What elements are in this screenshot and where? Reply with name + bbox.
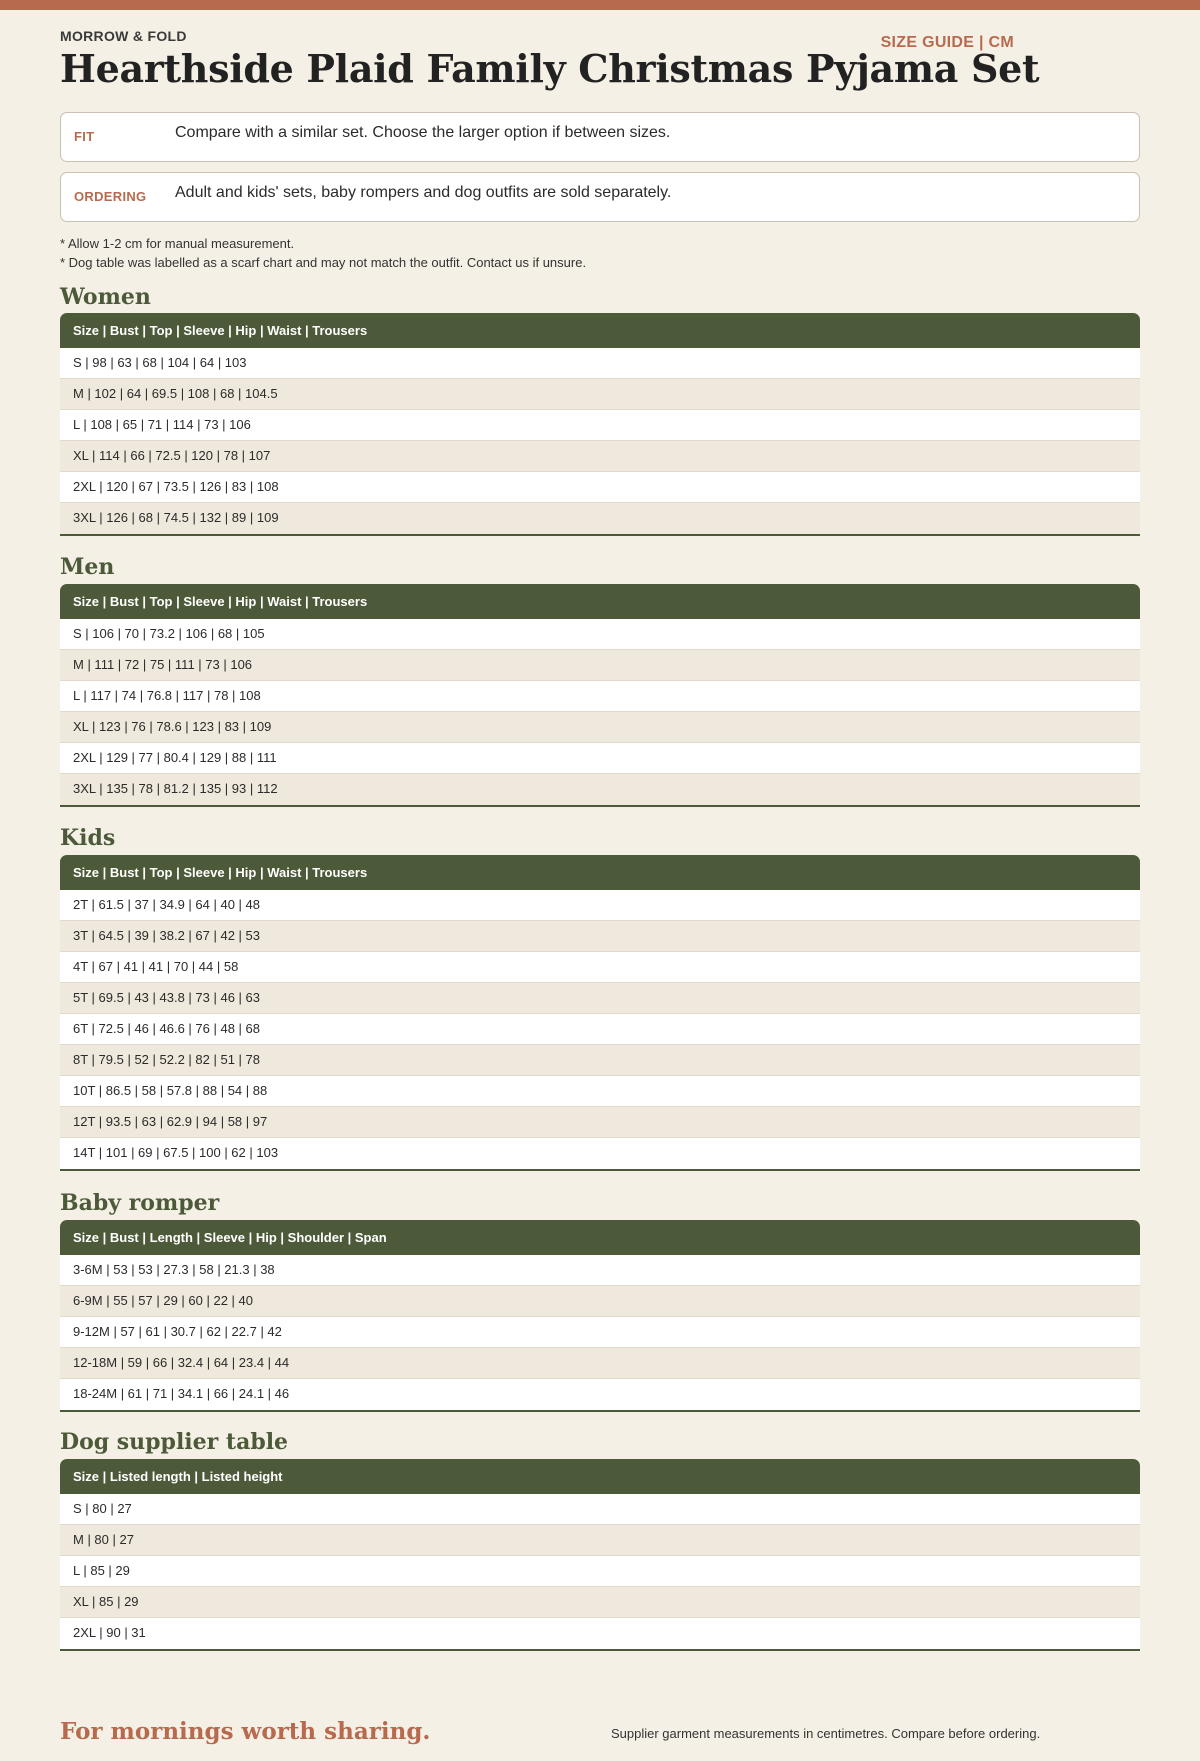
ordering-notice-text: Adult and kids' sets, baby rompers and dog outfits are sold separately. [175, 184, 672, 201]
table-row: S | 98 | 63 | 68 | 104 | 64 | 103 [60, 348, 1140, 379]
table-row: 9-12M | 57 | 61 | 30.7 | 62 | 22.7 | 42 [60, 1317, 1140, 1348]
footer-tagline: For mornings worth sharing. [60, 1718, 431, 1745]
table-row: 3XL | 135 | 78 | 81.2 | 135 | 93 | 112 [60, 774, 1140, 805]
table-row: 5T | 69.5 | 43 | 43.8 | 73 | 46 | 63 [60, 983, 1140, 1014]
table-row: 12T | 93.5 | 63 | 62.9 | 94 | 58 | 97 [60, 1107, 1140, 1138]
table-header: Size | Bust | Top | Sleeve | Hip | Waist | Trousers [60, 584, 1140, 619]
section-title-kids: Kids [60, 825, 116, 851]
section-title-baby-romper: Baby romper [60, 1190, 220, 1216]
table-row: 3XL | 126 | 68 | 74.5 | 132 | 89 | 109 [60, 503, 1140, 534]
table-row: 2XL | 129 | 77 | 80.4 | 129 | 88 | 111 [60, 743, 1140, 774]
fit-notice-text: Compare with a similar set. Choose the larger option if between sizes. [175, 124, 671, 141]
table-row: 6-9M | 55 | 57 | 29 | 60 | 22 | 40 [60, 1286, 1140, 1317]
footnote-dog-table: * Dog table was labelled as a scarf chart and may not match the outfit. Contact us if unsure. [60, 255, 587, 270]
table-row: 8T | 79.5 | 52 | 52.2 | 82 | 51 | 78 [60, 1045, 1140, 1076]
baby-romper-size-table [60, 1220, 1140, 1412]
table-row: 3-6M | 53 | 53 | 27.3 | 58 | 21.3 | 38 [60, 1255, 1140, 1286]
fit-notice [60, 112, 1140, 162]
table-header: Size | Bust | Length | Sleeve | Hip | Shoulder | Span [60, 1220, 1140, 1255]
women-size-table [60, 313, 1140, 536]
footer-note: Supplier garment measurements in centimetres. Compare before ordering. [611, 1726, 1041, 1741]
table-header: Size | Bust | Top | Sleeve | Hip | Waist | Trousers [60, 855, 1140, 890]
brand-name: MORROW & FOLD [60, 28, 187, 44]
footnote-measurement: * Allow 1-2 cm for manual measurement. [60, 236, 295, 251]
table-row: XL | 85 | 29 [60, 1587, 1140, 1618]
table-row: 18-24M | 61 | 71 | 34.1 | 66 | 24.1 | 46 [60, 1379, 1140, 1410]
table-header: Size | Listed length | Listed height [60, 1459, 1140, 1494]
table-header: Size | Bust | Top | Sleeve | Hip | Waist | Trousers [60, 313, 1140, 348]
ordering-notice [60, 172, 1140, 222]
page-title: Hearthside Plaid Family Christmas Pyjama Set [60, 46, 1040, 91]
table-row: M | 102 | 64 | 69.5 | 108 | 68 | 104.5 [60, 379, 1140, 410]
table-row: M | 111 | 72 | 75 | 111 | 73 | 106 [60, 650, 1140, 681]
size-guide-label: SIZE GUIDE | CM [880, 34, 1014, 51]
table-row: 6T | 72.5 | 46 | 46.6 | 76 | 48 | 68 [60, 1014, 1140, 1045]
fit-notice-label: FIT [74, 129, 95, 144]
section-title-dog: Dog supplier table [60, 1429, 289, 1455]
table-row: 12-18M | 59 | 66 | 32.4 | 64 | 23.4 | 44 [60, 1348, 1140, 1379]
top-accent-bar [0, 0, 1200, 10]
ordering-notice-label: ORDERING [74, 189, 147, 204]
table-row: S | 80 | 27 [60, 1494, 1140, 1525]
table-row: XL | 114 | 66 | 72.5 | 120 | 78 | 107 [60, 441, 1140, 472]
section-title-women: Women [60, 284, 151, 310]
men-size-table [60, 584, 1140, 807]
table-row: M | 80 | 27 [60, 1525, 1140, 1556]
table-row: S | 106 | 70 | 73.2 | 106 | 68 | 105 [60, 619, 1140, 650]
dog-supplier-table [60, 1459, 1140, 1651]
table-row: 4T | 67 | 41 | 41 | 70 | 44 | 58 [60, 952, 1140, 983]
table-row: 10T | 86.5 | 58 | 57.8 | 88 | 54 | 88 [60, 1076, 1140, 1107]
table-row: L | 108 | 65 | 71 | 114 | 73 | 106 [60, 410, 1140, 441]
table-row: 2XL | 90 | 31 [60, 1618, 1140, 1649]
table-row: 14T | 101 | 69 | 67.5 | 100 | 62 | 103 [60, 1138, 1140, 1169]
table-row: 3T | 64.5 | 39 | 38.2 | 67 | 42 | 53 [60, 921, 1140, 952]
table-row: 2T | 61.5 | 37 | 34.9 | 64 | 40 | 48 [60, 890, 1140, 921]
table-row: 2XL | 120 | 67 | 73.5 | 126 | 83 | 108 [60, 472, 1140, 503]
table-row: XL | 123 | 76 | 78.6 | 123 | 83 | 109 [60, 712, 1140, 743]
kids-size-table [60, 855, 1140, 1171]
section-title-men: Men [60, 554, 115, 580]
table-row: L | 85 | 29 [60, 1556, 1140, 1587]
table-row: L | 117 | 74 | 76.8 | 117 | 78 | 108 [60, 681, 1140, 712]
